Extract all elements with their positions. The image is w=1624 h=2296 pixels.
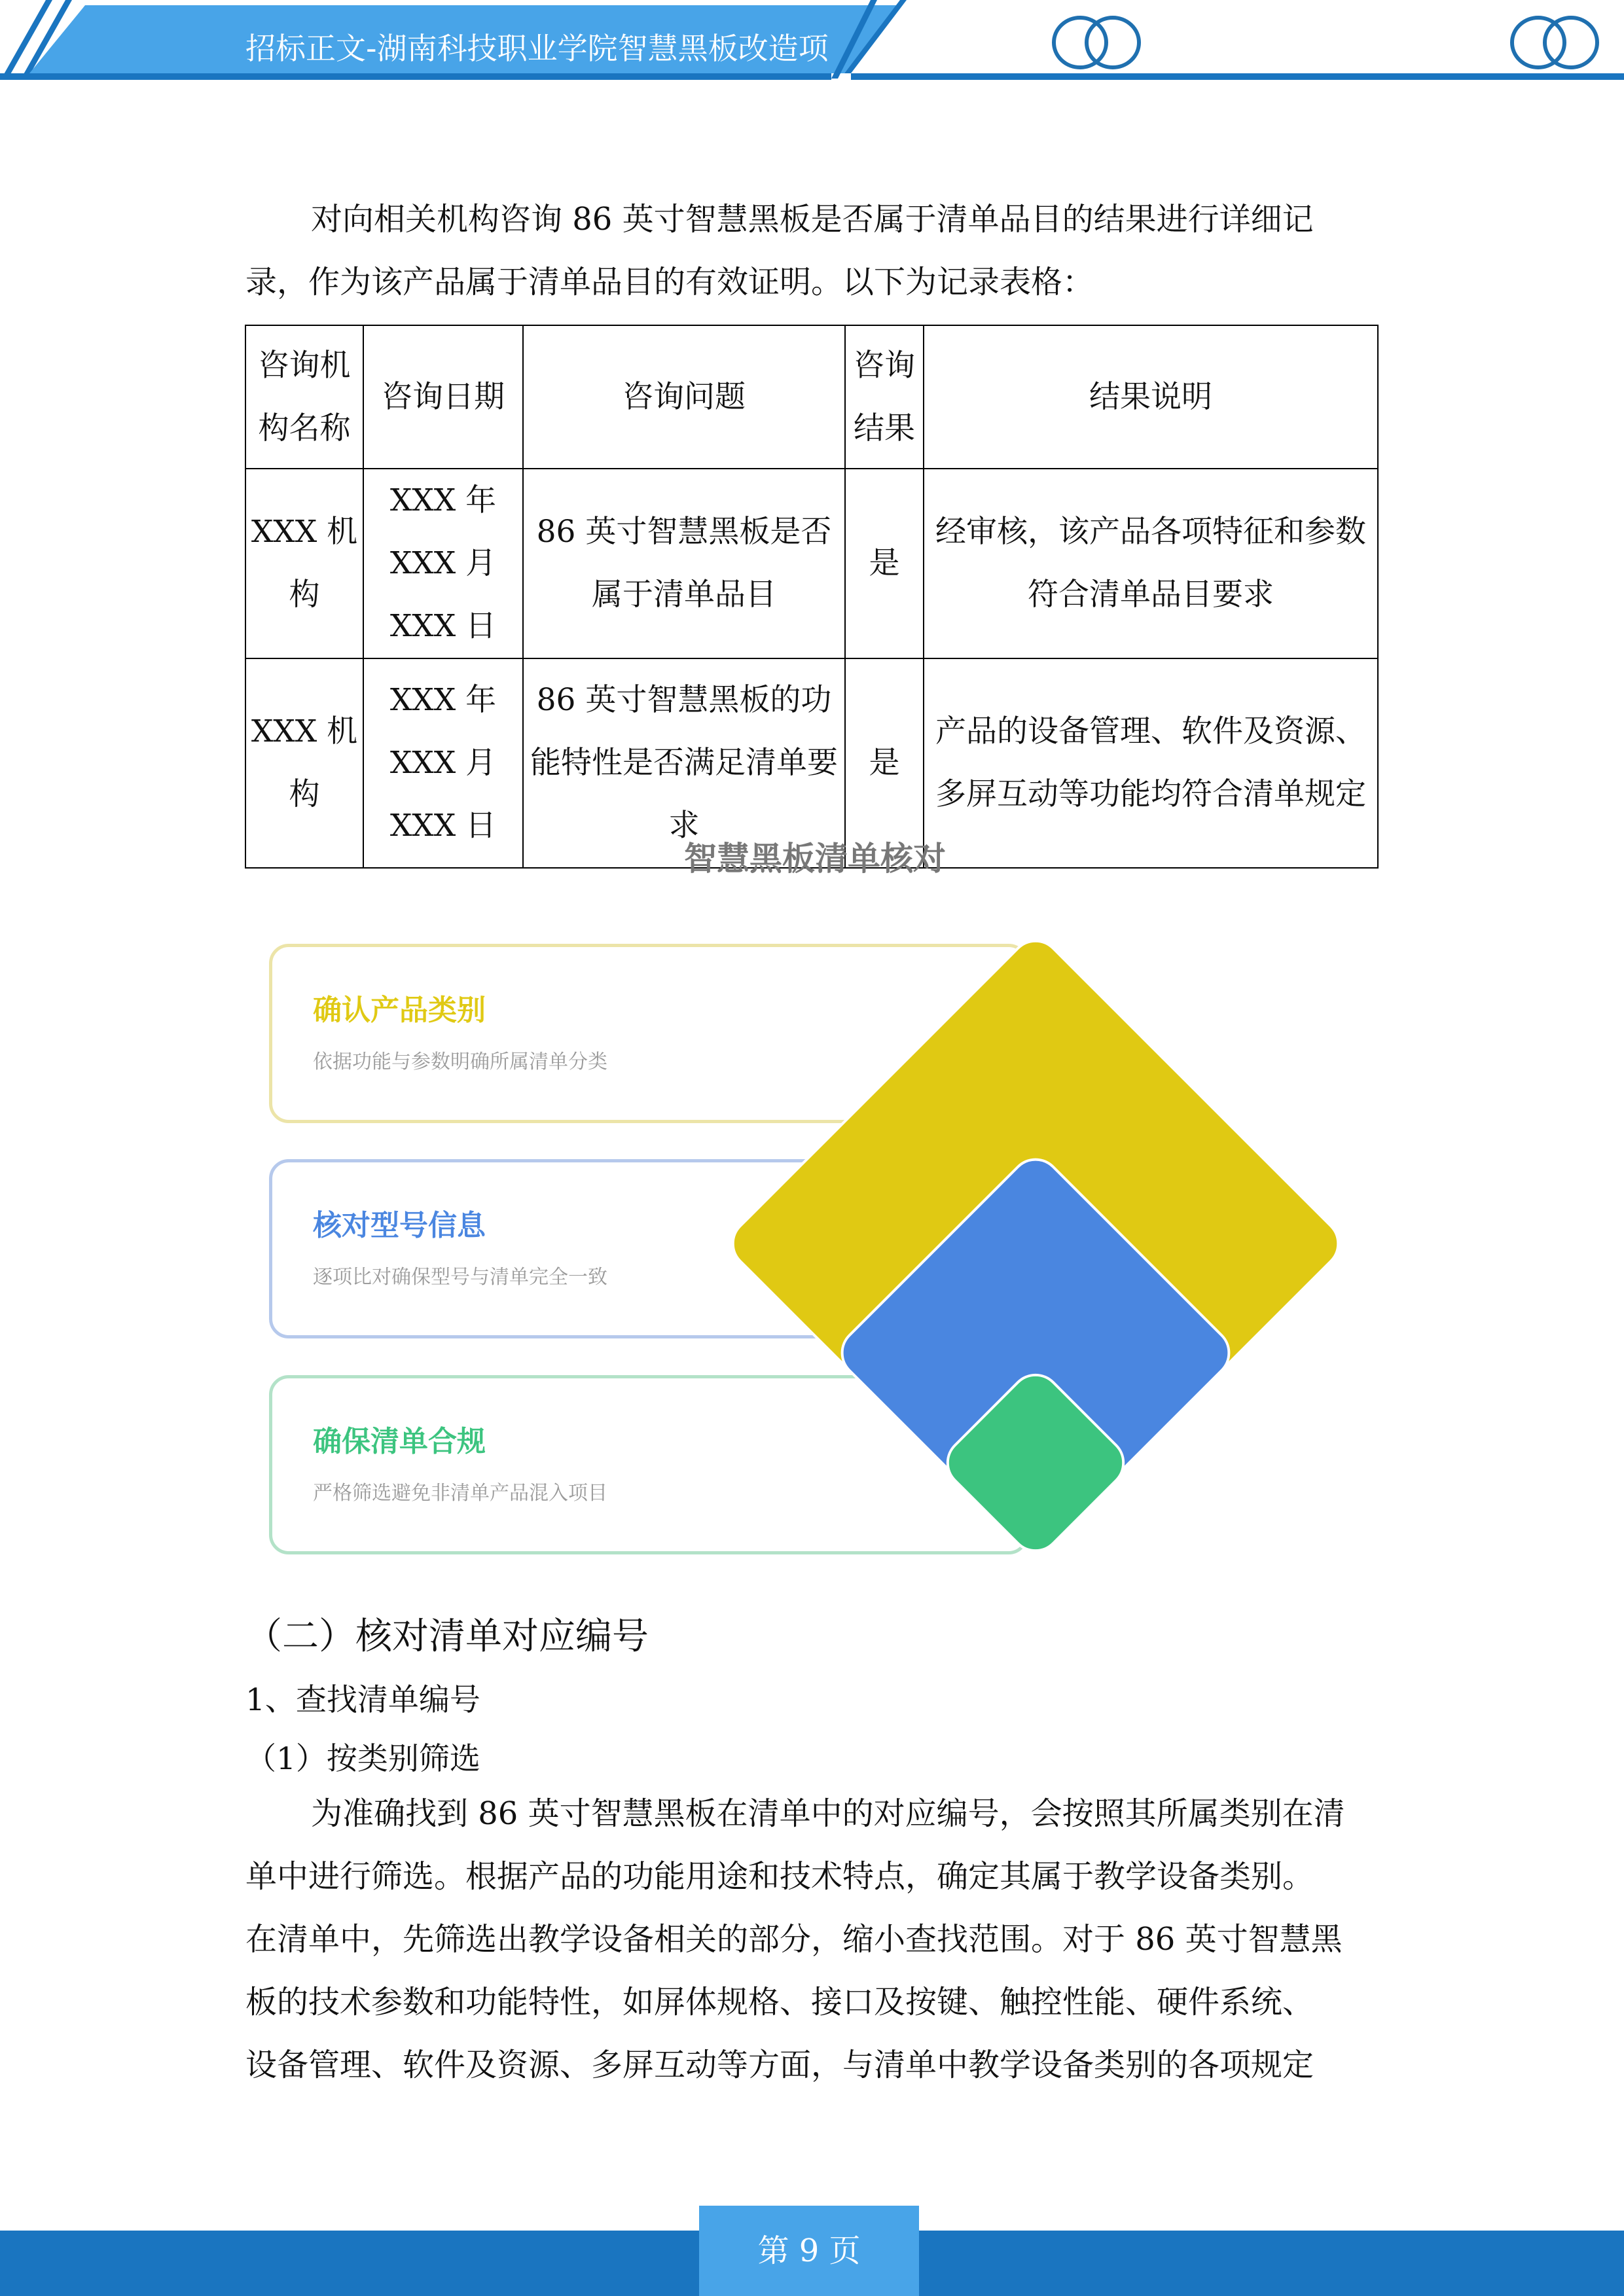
section-heading: （二）核对清单对应编号 bbox=[245, 1615, 649, 1658]
card-title: 核对型号信息 bbox=[313, 1209, 486, 1242]
table-cell: XXX 年 XXX 月 XXX 日 bbox=[363, 658, 523, 868]
table-cell: XXX 机构 bbox=[245, 469, 363, 658]
intro-line: 对向相关机构咨询 86 英寸智慧黑板是否属于清单品目的结果进行详细记 bbox=[311, 201, 1314, 238]
header-cell: 咨询日期 bbox=[363, 325, 523, 469]
header-cell: 咨询问题 bbox=[523, 325, 845, 469]
card-desc: 严格筛选避免非清单产品混入项目 bbox=[313, 1482, 607, 1505]
table-cell: 经审核，该产品各项特征和参数符合清单品目要求 bbox=[924, 469, 1378, 658]
para-line: 单中进行筛选。根据产品的功能用途和技术特点，确定其属于教学设备类别。 bbox=[245, 1858, 1314, 1895]
para-line: 为准确找到 86 英寸智慧黑板在清单中的对应编号，会按照其所属类别在清 bbox=[311, 1795, 1345, 1832]
table-cell: 86 英寸智慧黑板的功能特性是否满足清单要求 bbox=[523, 658, 845, 868]
header-cell: 咨询结果 bbox=[845, 325, 924, 469]
table-cell: XXX 年 XXX 月 XXX 日 bbox=[363, 469, 523, 658]
table-cell: 是 bbox=[845, 469, 924, 658]
subheading-2: （1）按类别筛选 bbox=[245, 1741, 480, 1777]
page-number: 第 9 页 bbox=[699, 2206, 919, 2296]
para-line: 板的技术参数和功能特性，如屏体规格、接口及按键、触控性能、硬件系统、 bbox=[245, 1984, 1314, 2020]
table-cell: 86 英寸智慧黑板是否属于清单品目 bbox=[523, 469, 845, 658]
header-cell: 咨询机构名称 bbox=[245, 325, 363, 469]
table-cell: 是 bbox=[845, 658, 924, 868]
para-line: 设备管理、软件及资源、多屏互动等方面，与清单中教学设备类别的各项规定 bbox=[245, 2047, 1314, 2083]
header-cell: 结果说明 bbox=[924, 325, 1378, 469]
table-cell: 产品的设备管理、软件及资源、多屏互动等功能均符合清单规定 bbox=[924, 658, 1378, 868]
intro-paragraph bbox=[245, 188, 1381, 314]
card-desc: 逐项比对确保型号与清单完全一致 bbox=[313, 1266, 607, 1289]
table-cell: XXX 机构 bbox=[245, 658, 363, 868]
diagram-title: 智慧黑板清单核对 bbox=[684, 840, 946, 878]
header-title: 招标正文-湖南科技职业学院智慧黑板改造项 bbox=[245, 31, 829, 66]
table-header-row bbox=[245, 325, 1378, 469]
body-paragraph bbox=[245, 1782, 1381, 2096]
consult-table bbox=[245, 325, 1379, 869]
subheading-1: 1、查找清单编号 bbox=[245, 1682, 480, 1718]
intro-line: 录，作为该产品属于清单品目的有效证明。以下为记录表格： bbox=[245, 264, 1094, 300]
card-title: 确保清单合规 bbox=[313, 1425, 486, 1458]
card-title: 确认产品类别 bbox=[313, 994, 486, 1027]
para-line: 在清单中，先筛选出教学设备相关的部分，缩小查找范围。对于 86 英寸智慧黑 bbox=[245, 1921, 1343, 1958]
table-row bbox=[245, 469, 1378, 658]
rings-logo-icon bbox=[1054, 18, 1597, 67]
card-desc: 依据功能与参数明确所属清单分类 bbox=[313, 1050, 607, 1073]
